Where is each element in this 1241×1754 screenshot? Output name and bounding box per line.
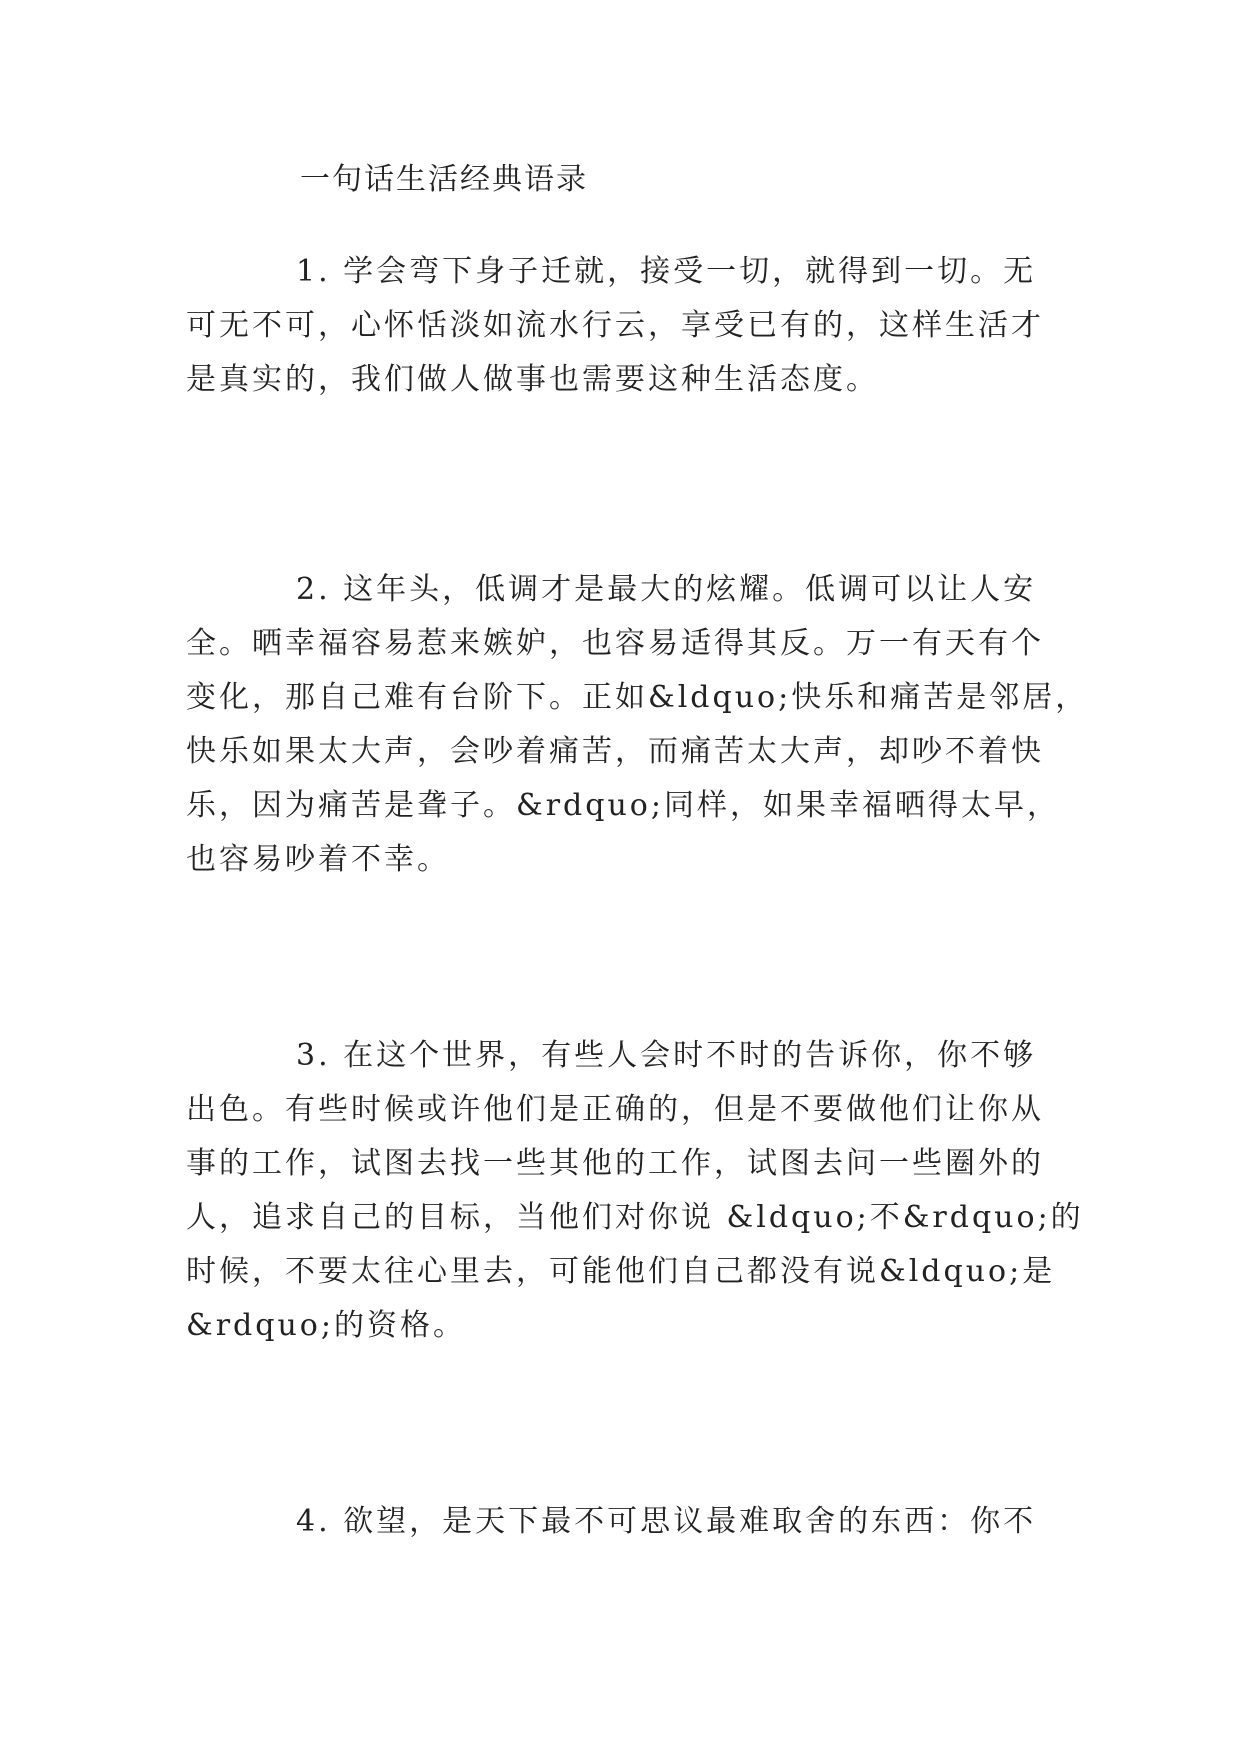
paragraph-2-line-2: 全。晒幸福容易惹来嫉妒，也容易适得其反。万一有天有个 <box>186 626 1044 661</box>
paragraph-2-line-5: 乐，因为痛苦是聋子。&rdquo;同样，如果幸福晒得太早， <box>186 788 1060 823</box>
document-title: 一句话生活经典语录 <box>300 162 588 197</box>
paragraph-2-line-1: 2. 这年头，低调才是最大的炫耀。低调可以让人安 <box>296 572 1037 607</box>
paragraph-4-line-1: 4. 欲望，是天下最不可思议最难取舍的东西：你不 <box>296 1504 1037 1539</box>
paragraph-3-line-2: 出色。有些时候或许他们是正确的，但是不要做他们让你从 <box>186 1092 1044 1127</box>
paragraph-3-line-1: 3. 在这个世界，有些人会时不时的告诉你，你不够 <box>296 1038 1037 1073</box>
paragraph-2-line-6: 也容易吵着不幸。 <box>186 842 450 877</box>
paragraph-1-line-1: 1. 学会弯下身子迁就，接受一切，就得到一切。无 <box>296 254 1037 289</box>
paragraph-3-line-3: 事的工作，试图去找一些其他的工作，试图去问一些圈外的 <box>186 1146 1044 1181</box>
paragraph-1-line-3: 是真实的，我们做人做事也需要这种生活态度。 <box>186 362 879 397</box>
paragraph-2-line-4: 快乐如果太大声，会吵着痛苦，而痛苦太大声，却吵不着快 <box>186 734 1044 769</box>
paragraph-3-line-5: 时候，不要太往心里去，可能他们自己都没有说&ldquo;是 <box>186 1254 1056 1289</box>
paragraph-2-line-3: 变化，那自己难有台阶下。正如&ldquo;快乐和痛苦是邻居， <box>186 680 1089 715</box>
paragraph-3-line-4: 人，追求自己的目标，当他们对你说 &ldquo;不&rdquo;的 <box>186 1200 1084 1235</box>
paragraph-1-line-2: 可无不可，心怀恬淡如流水行云，享受已有的，这样生活才 <box>186 308 1044 343</box>
paragraph-3-line-6: &rdquo;的资格。 <box>186 1308 466 1343</box>
